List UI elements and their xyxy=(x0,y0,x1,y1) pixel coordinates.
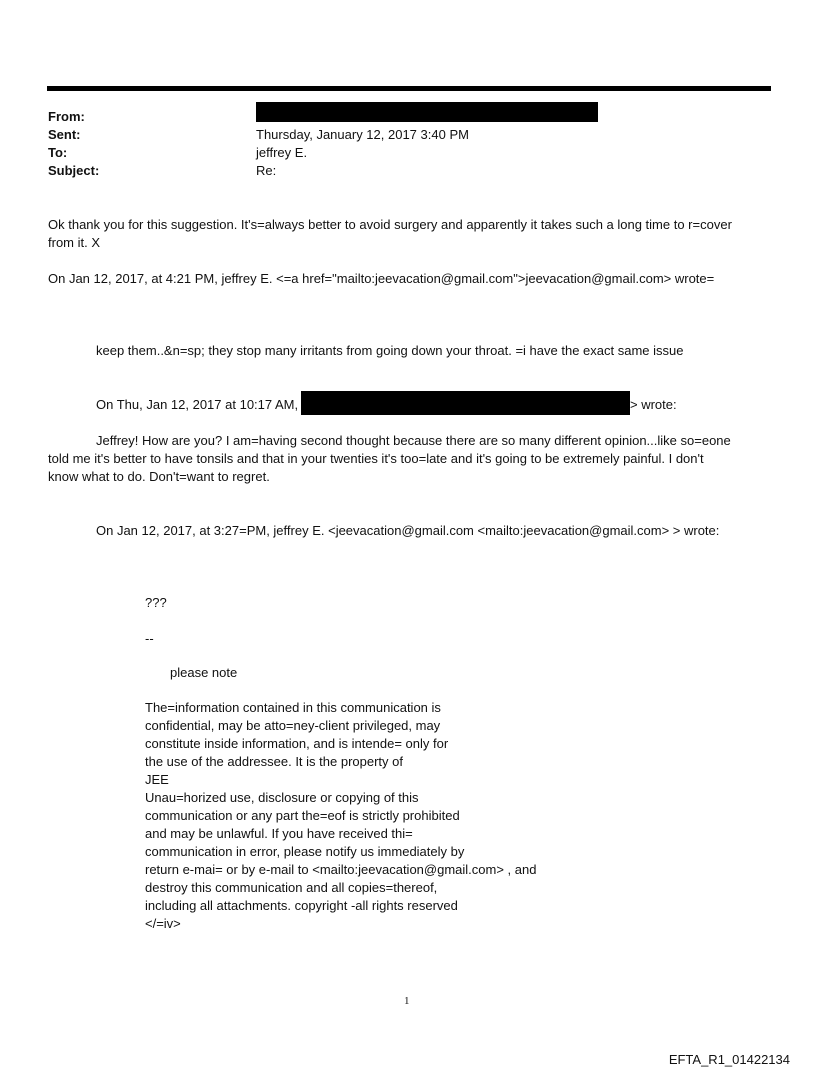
disclaimer-line: communication or any part the=eof is strictly prohibited xyxy=(145,808,460,823)
to-label: To: xyxy=(48,145,68,160)
disclaimer-line: confidential, may be atto=ney-client privileged, may xyxy=(145,718,441,733)
sender-redaction xyxy=(301,391,630,415)
disclaimer-line: communication in error, please notify us immediately by xyxy=(145,844,465,859)
from-label: From: xyxy=(48,109,85,124)
subject-label: Subject: xyxy=(48,163,100,178)
disclaimer-line: </=iv> xyxy=(145,916,181,931)
disclaimer-block xyxy=(145,699,605,933)
quote-intro-end: > wrote: xyxy=(630,397,677,412)
body-line: know what to do. Don't=want to regret. xyxy=(48,469,270,484)
question-marks: ??? xyxy=(145,595,167,610)
signature-separator: -- xyxy=(145,631,154,646)
disclaimer-line: and may be unlawful. If you have received thi= xyxy=(145,826,413,841)
disclaimer-line: Unau=horized use, disclosure or copying of this xyxy=(145,790,419,805)
subject-value: Re: xyxy=(256,163,277,178)
body-line: Ok thank you for this suggestion. It's=always better to avoid surgery and apparently it takes such a long time to r=cover xyxy=(48,217,732,232)
quote-intro: On Jan 12, 2017, at 4:21 PM, jeffrey E. <=a href="mailto:jeevacation@gmail.com">jeevacation@gmail.com> wrote= xyxy=(48,271,715,286)
disclaimer-line: destroy this communication and all copies=thereof, xyxy=(145,880,438,895)
quote-intro-start: On Thu, Jan 12, 2017 at 10:17 AM, xyxy=(96,397,299,412)
sent-label: Sent: xyxy=(48,127,81,142)
body-line: from it. X xyxy=(48,235,101,250)
disclaimer-line: constitute inside information, and is intende= only for xyxy=(145,736,449,751)
body-line: Jeffrey! How are you? I am=having second thought because there are so many different opinion...like so=eone xyxy=(96,433,731,448)
disclaimer-line: including all attachments. copyright -all rights reserved xyxy=(145,898,458,913)
from-redaction xyxy=(256,102,598,122)
quote-intro: On Jan 12, 2017, at 3:27=PM, jeffrey E. <jeevacation@gmail.com <mailto:jeevacation@gmail.com> > wrote: xyxy=(96,523,720,538)
disclaimer-line: The=information contained in this communication is xyxy=(145,700,441,715)
disclaimer-line: the use of the addressee. It is the property of xyxy=(145,754,403,769)
disclaimer-line: return e-mai= or by e-mail to <mailto:jeevacation@gmail.com> , and xyxy=(145,862,537,877)
body-line: told me it's better to have tonsils and that in your twenties it's too=late and it's going to be extremely painful. I don't xyxy=(48,451,704,466)
header-rule xyxy=(47,86,771,91)
reply-text: keep them..&n=sp; they stop many irritants from going down your throat. =i have the exact same issue xyxy=(96,343,684,358)
please-note: please note xyxy=(170,665,238,680)
page-number: 1 xyxy=(404,995,410,1007)
to-value: jeffrey E. xyxy=(256,145,308,160)
disclaimer-line: JEE xyxy=(145,772,169,787)
sent-value: Thursday, January 12, 2017 3:40 PM xyxy=(256,127,469,142)
document-id: EFTA_R1_01422134 xyxy=(668,1052,790,1067)
